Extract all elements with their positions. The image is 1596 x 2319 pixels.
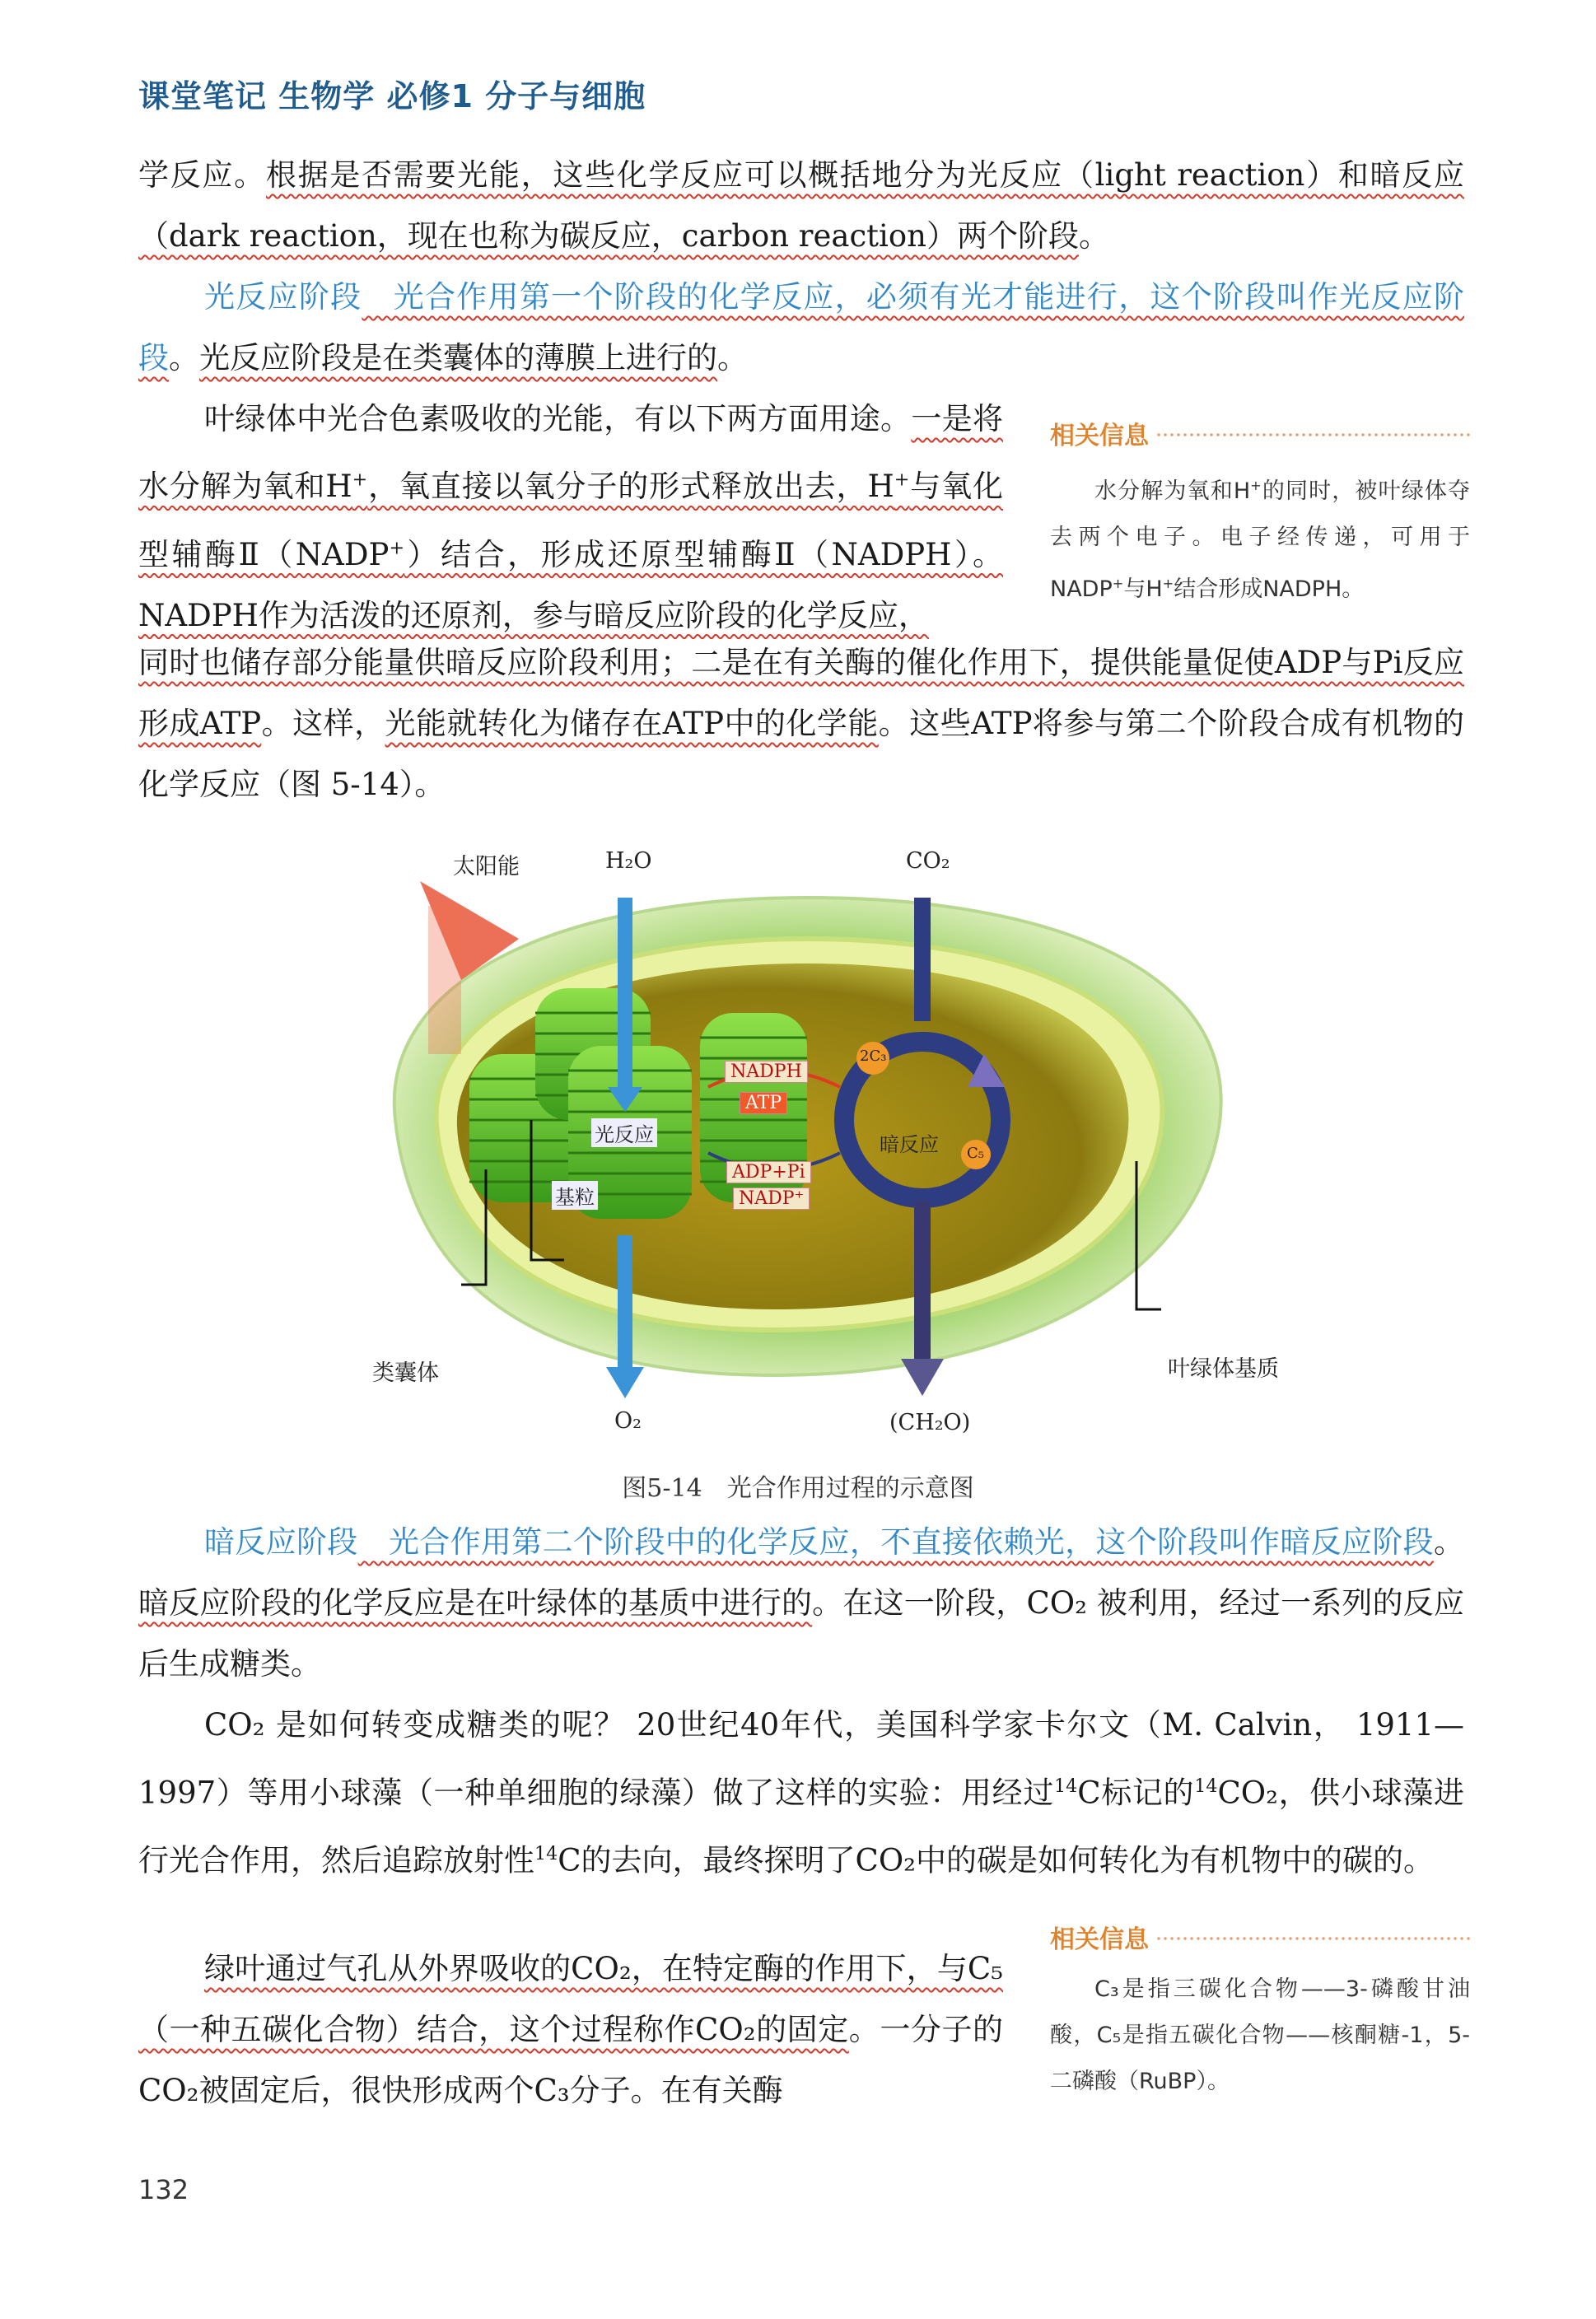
text: 。	[1434, 1524, 1464, 1560]
dotted-rule	[1155, 432, 1470, 437]
underlined-text: 光反应阶段是在类囊体的薄膜上进行的	[199, 340, 717, 376]
text: 。一分子的CO₂被固定后，很快形成两个C₃分子。在有关酶	[138, 2012, 1003, 2108]
term-dark-reaction: 暗反应阶段	[204, 1524, 358, 1560]
related-info-text: 水分解为氧和H+的同时，被叶绿体夺去两个电子。电子经传递，可用于NADP+与H+结合形成NADPH。	[1050, 478, 1470, 602]
underlined-text: 根据是否需要光能，这些化学反应可以概括地分为光反应（light reaction）和暗反应（dark reaction，现在也称为碳反应，carbon reaction）两个阶段	[138, 157, 1464, 254]
paragraph-calvin-experiment: CO₂ 是如何转变成糖类的呢？ 20世纪40年代，美国科学家卡尔文（M. Calvin， 1911—1997）等用小球藻（一种单细胞的绿藻）做了这样的实验：用经过$^{14}$C标记的$^{14}$CO₂，供小球藻进行光合作用，然后追踪放射性$^{14}$C的去向，最终探明了CO₂中的碳是如何转化为有机物中的碳的。	[138, 1707, 1464, 1878]
paragraph-1	[138, 145, 1464, 267]
label-dark-reaction: 暗反应	[880, 1133, 939, 1156]
definition-light-reaction: 光合作用第一个阶段的化学反应，必须有光才能进行，这个阶段叫作光反应阶段	[138, 279, 1465, 376]
figure-caption: 图5-14 光合作用过程的示意图	[622, 1474, 974, 1503]
text: 。	[717, 340, 748, 376]
page-number: 132	[138, 2174, 189, 2205]
text: 。这些ATP将参与第二个阶段合成有机物的化学反应（图 5-14）。	[138, 706, 1464, 802]
label-2c3: 2C₃	[860, 1048, 887, 1065]
underlined-text-2: 同时也储存部分能量供暗反应阶段利用；二是在有关酶的催化作用下，提供能量促使ADP与Pi反应形成ATP	[138, 645, 1464, 741]
text: 。这样，	[261, 706, 385, 741]
text: 。	[1078, 218, 1109, 254]
label-atp: ATP	[740, 1092, 787, 1114]
label-granum: 基粒	[552, 1181, 598, 1210]
related-info-box-1	[1050, 415, 1470, 613]
text: 叶绿体中光合色素吸收的光能，有以下两方面用途。	[204, 401, 912, 436]
definition-dark-reaction: 光合作用第二个阶段中的化学反应，不直接依赖光，这个阶段叫作暗反应阶段	[357, 1524, 1434, 1560]
text: 。在这一阶段，CO₂ 被利用，经过一系列的反应后生成糖类。	[138, 1585, 1464, 1682]
label-ch2o: (CH₂O)	[889, 1410, 971, 1435]
text: 学反应。	[138, 157, 266, 193]
label-o2: O₂	[614, 1408, 642, 1434]
paragraph-dark-reaction	[138, 1512, 1464, 1695]
label-c5: C₅	[967, 1145, 984, 1162]
related-info-title: 相关信息	[1050, 415, 1470, 451]
photosynthesis-diagram	[346, 848, 1279, 1466]
paragraph-light-reaction	[138, 267, 1464, 389]
underlined-text: 暗反应阶段的化学反应是在叶绿体的基质中进行的	[138, 1585, 813, 1621]
label-co2: CO₂	[906, 848, 950, 874]
dotted-rule	[1155, 1936, 1470, 1941]
running-header: 课堂笔记 生物学 必修1 分子与细胞	[138, 78, 646, 114]
chloroplast-illustration	[346, 848, 1252, 1466]
label-light-reaction: 光反应	[591, 1118, 657, 1147]
paragraph-pigment-uses	[138, 389, 1003, 646]
related-info-box-2	[1050, 1919, 1470, 2105]
paragraph-pigment-uses-cont	[138, 632, 1464, 815]
label-solar-energy: 太阳能	[453, 854, 520, 880]
label-nadp: NADP⁺	[733, 1187, 810, 1210]
text: 。	[169, 340, 199, 376]
underlined-text-3: 光能就转化为储存在ATP中的化学能	[385, 706, 879, 741]
label-nadph: NADPH	[725, 1061, 808, 1083]
term-light-reaction: 光反应阶段	[204, 279, 362, 315]
label-thylakoid: 类囊体	[372, 1360, 439, 1386]
related-info-text: C₃是指三碳化合物——3-磷酸甘油酸，C₅是指五碳化合物——核酮糖-1，5-二磷酸（RuBP）。	[1050, 1976, 1470, 2094]
label-h2o: H₂O	[605, 848, 652, 874]
paragraph-co2-fixation	[138, 1939, 1003, 2121]
label-stroma: 叶绿体基质	[1168, 1356, 1279, 1382]
related-info-title: 相关信息	[1050, 1919, 1470, 1955]
label-adp-pi: ADP+Pi	[726, 1161, 811, 1183]
underlined-text: 绿叶通过气孔从外界吸收的CO₂，在特定酶的作用下，与C₅（一种五碳化合物）结合，这个过程称作CO₂的固定	[138, 1951, 1003, 2047]
underlined-text-1: 一是将水分解为氧和H+，氧直接以氧分子的形式释放出去，H+与氧化型辅酶Ⅱ（NADP+）结合，形成还原型辅酶Ⅱ（NADPH）。NADPH作为活泼的还原剂，参与暗反应阶段的化学反应，	[138, 401, 1003, 633]
